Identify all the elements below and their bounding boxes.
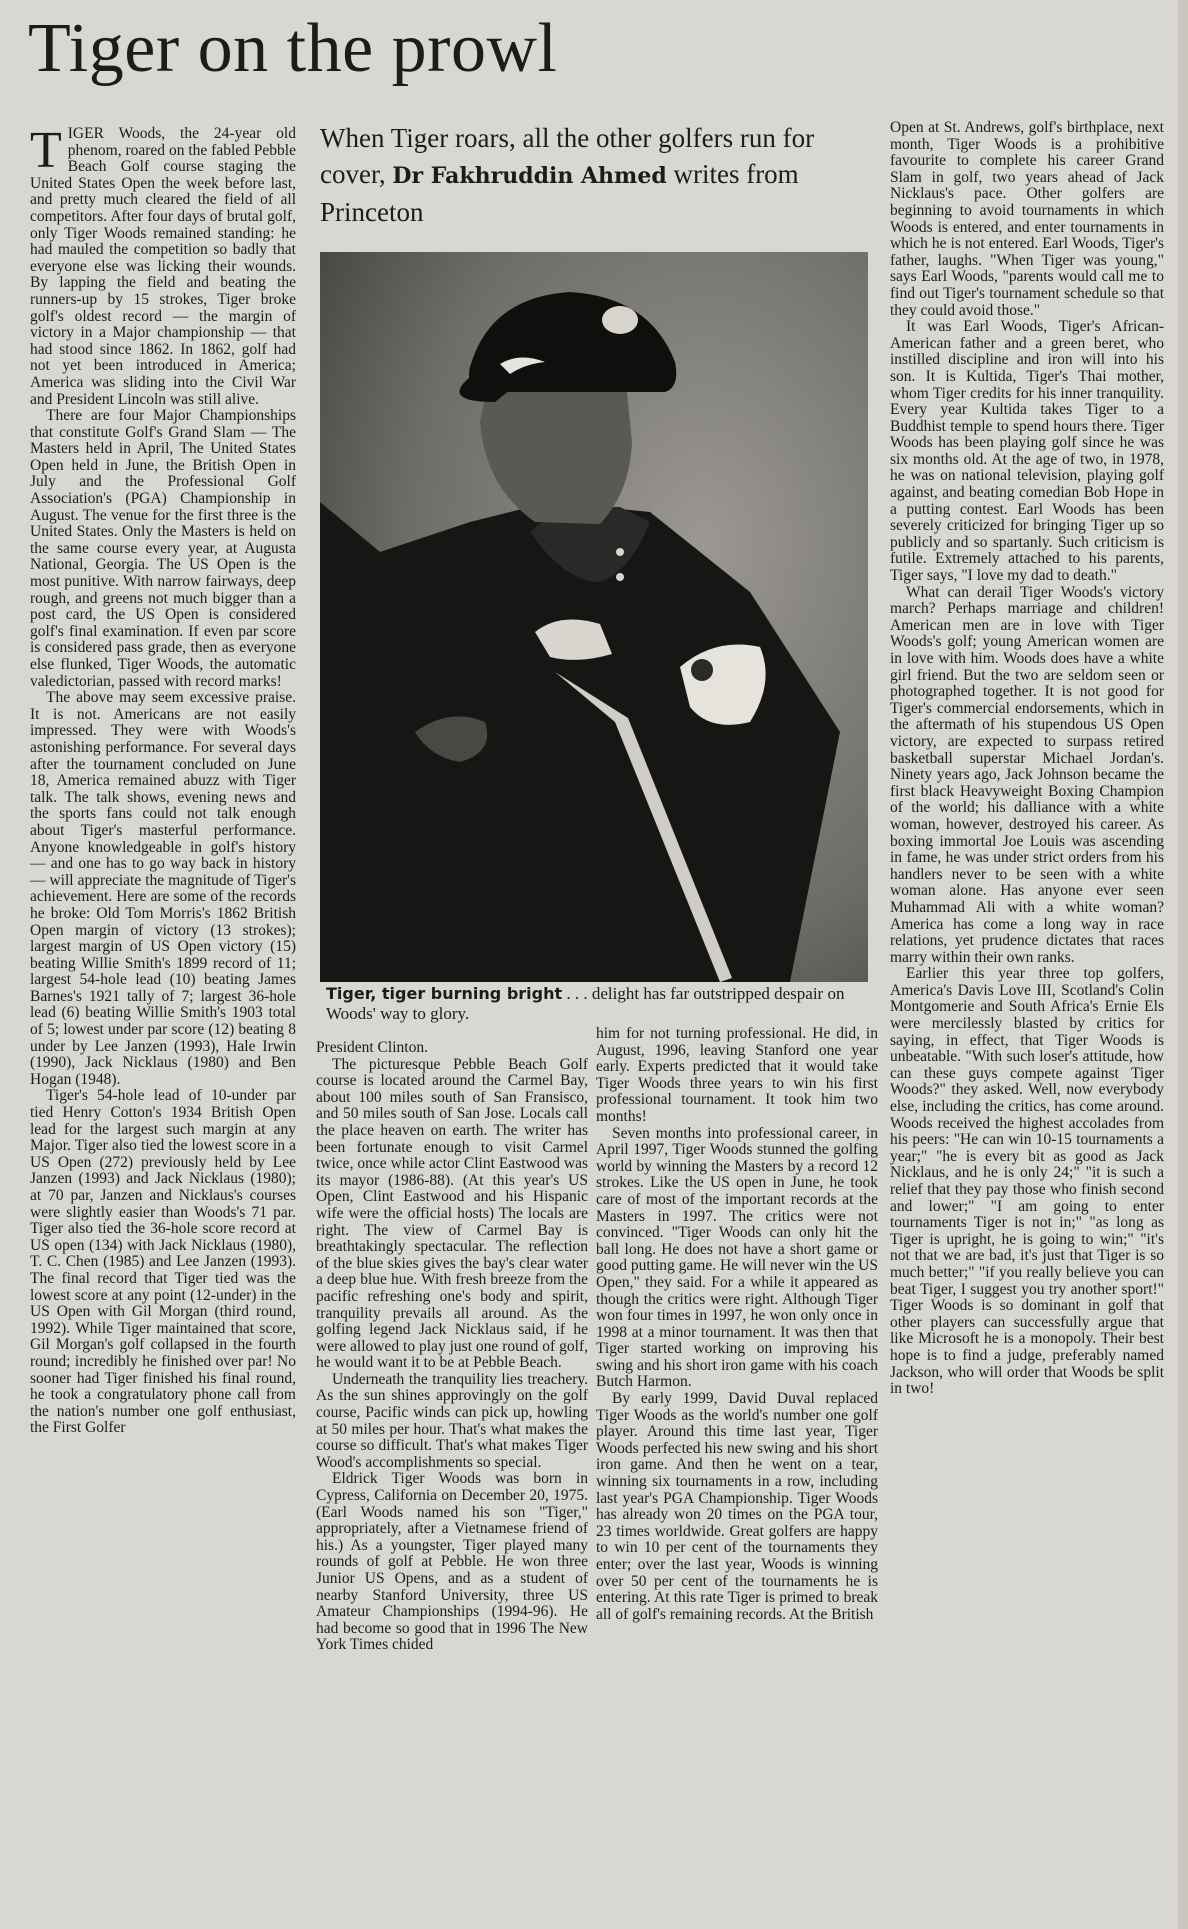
paragraph: The above may seem excessive praise. It is not. Americans are not easily impressed. They were with Woods's astonishing performance. For several days after the tournament concluded on June 18, America remained abuzz with Tiger talk. The talk shows, evening news and the sports fans could not talk enough about Tiger's masterful performance. Anyone knowledgeable in golf's history — and one has to go way back in history — will appreciate the magnitude of Tiger's achievement. Here are some of the records he broke: Old Tom Morris's 1862 British Open margin of victory (13 strokes); largest margin of US Open victory (15) beating Willie Smith's 1899 record of 11; largest 54-hole lead (10) beating James Barnes's 1921 tally of 7; largest 36-hole lead (6) beating Willie Smith's 1903 total of 5; lowest under par score (12) beating 8 under by Lee Janzen (1993), Hale Irwin (1990), Jack Nicklaus (1980) and Ben Hogan (1948). [30,689,296,1088]
paragraph: Seven months into professional career, in April 1997, Tiger Woods stunned the golfing world by winning the Masters by a record 12 strokes. Like the US open in June, he took care of most of the important records at the Masters in 1997. The critics were not convinced. "Tiger Woods can only hit the ball long. He does not have a short game or good putting game. He will never win the US Open," they said. For a while it appeared as though the critics were right. Although Tiger won four times in 1997, he won only once in 1998 at a minor tournament. It was then that Tiger started working on improving his swing and his short iron game with his coach Butch Harmon. [596,1124,878,1391]
paragraph: him for not turning professional. He did, in August, 1996, leaving Stanford one year early. Experts predicted that it would take Tiger Woods three years to win his first professional tournament. It took him two months! [596,1026,878,1125]
paragraph: It was Earl Woods, Tiger's African-American father and a green beret, who instilled discipline and iron will into his son. It is Kultida, Tiger's Thai mother, whom Tiger credits for his inner tranquility. Every year Kultida takes Tiger to a Buddhist temple to spend hours there. Tiger Woods has been playing golf since he was six months old. At the age of two, in 1978, he was on national television, playing golf against, and beating comedian Bob Hope in a putting contest. Earl Woods has been severely criticized for bringing Tiger up so publicly and so spartanly. Such criticism is futile. Extremely attached to his parents, Tiger says, "I love my dad to death." [890,318,1164,585]
deck-location: writes from Princeton [320,159,799,227]
headline: Tiger on the prowl [28,10,558,87]
article-column-1 [30,126,296,1926]
golfer-image [320,252,868,982]
paragraph: Open at St. Andrews, golf's birthplace, next month, Tiger Woods is a prohibitive favourite to complete his career Grand Slam in golf, two years ahead of Jack Nicklaus's pace. Other golfers are beginning to avoid tournaments in which Woods is entered, and enter tournaments in which he is not entered. Earl Woods, Tiger's father, laughs. "When Tiger was young," says Earl Woods, "parents would call me to find out Tiger's tournament schedule so that they could avoid those." [890,120,1164,319]
paragraph: There are four Major Championships that constitute Golf's Grand Slam — The Masters held in April, The United States Open held in June, the British Open in July and the Professional Golf Association's (PGA) Championship in August. The venue for the first three is the United States. Only the Masters is held on the same course every year, at Augusta National, Georgia. The US Open is the most punitive. With narrow fairways, deep rough, and greens not much bigger than a post card, the US Open is considered golf's final examination. If even par score is considered pass grade, then as everyone else flunked, Tiger Woods, the automatic valedictorian, passed with record marks! [30,407,296,690]
paragraph: TIGER Woods, the 24-year old phenom, roared on the fabled Pebble Beach Golf course staging the United States Open the week before last, and pretty much cleared the field of all competitors. After four days of brutal golf, only Tiger Woods remained standing: he had mauled the competition so badly that everyone else was licking their wounds. By lapping the field and beating the runners-up by 15 strokes, Tiger broke golf's oldest record — the margin of victory in a Major championship — that had stood since 1862. In 1862, golf had not yet been introduced in America; America was sliding into the Civil War and President Lincoln was still alive. [30,126,296,408]
deck [320,120,868,230]
paragraph: President Clinton. [316,1040,428,1056]
paragraph: Tiger's 54-hole lead of 10-under par tied Henry Cotton's 1934 British Open lead for the largest such margin at any Major. Tiger also tied the lowest score in a US Open (272) previously held by Lee Janzen (1993) and Jack Nicklaus (1980); at 70 par, Janzen and Nicklaus's courses were slightly easier than Woods's 71 par. Tiger also tied the 36-hole score record at US open (134) with Jack Nicklaus (1980), T. C. Chen (1985) and Lee Janzen (1993). The final record that Tiger tied was the lowest score at any point (12-under) in the US Open with Gil Morgan (third round, 1992). While Tiger maintained that score, Gil Morgan's golf collapsed in the fourth round; incredibly he finished over par! No sooner had Tiger finished his final round, he took a congratulatory phone call from the nation's number one golf enthusiast, the First Golfer [30,1087,296,1437]
photo-caption [326,984,866,1024]
article-column-4 [890,120,1164,1926]
paragraph: By early 1999, David Duval replaced Tiger Woods as the world's number one golf player. Around this time last year, Tiger Woods perfected his new swing and his short iron game. And then he went on a tear, winning six tournaments in a row, including last year's PGA Championship. Tiger Woods has already won 20 times on the PGA tour, 23 times worldwide. Great golfers are happy to win 10 per cent of the tournaments they enter; over the last year, Woods is winning over 50 per cent of the tournaments he is entering. At this rate Tiger is primed to break all of golf's remaining records. At the British [596,1390,878,1623]
caption-lead: Tiger, tiger burning bright [326,984,563,1003]
article-column-3 [596,1026,878,1926]
drop-cap: T [30,126,62,179]
deck-intro: When Tiger roars, all the other golfers run for cover, [320,123,815,189]
deck-author: Dr Fakhruddin Ahmed [392,163,667,189]
paragraph: The picturesque Pebble Beach Golf course is located around the Carmel Bay, about 100 miles south of San Fransisco, and 50 miles south of San Jose. Locals call the place heaven on earth. The writer has been fortunate enough to visit Carmel twice, once while actor Clint Eastwood was its mayor (1986-88). (At this year's US Open, Clint Eastwood and his Hispanic wife were the official hosts) The locals are right. The view of Carmel Bay is breathtakingly spectacular. The reflection of the blue skies gives the bay's clear water a deep blue hue. With fresh breeze from the pacific refreshing one's body and spirit, tranquility prevails all around. As the golfing legend Jack Nicklaus said, if he were allowed to play just one round of golf, he would want it to be at Pebble Beach. [316,1055,588,1372]
tiger-woods-photo [320,252,868,982]
caption-text: . . . delight has far outstripped despair on Woods' way to glory. [326,984,845,1023]
adjacent-article-strip [1178,0,1188,1929]
paragraph: Earlier this year three top golfers, America's Davis Love III, Scotland's Colin Montgomerie and South Africa's Ernie Els were mercilessly blasted by critics for saying, in effect, that Tiger Woods is unbeatable. "With such loser's attitude, how can these guys compete against Tiger Woods?" they asked. Well, now everybody else, including the critics, has come around. Woods received the highest accolades from his peers: "He can win 10-15 tournaments a year;" "he is every bit as good as Jack Nicklaus, and he is only 24;" "it is such a relief that they pay those who finish second and lower;" "I am going to enter tournaments Tiger is not in;" "as long as Tiger is upright, he is going to win;" "it's not that we are bad, it's just that Tiger is so much better;" "if you really believe you can beat Tiger, I suggest you try another sport!" Tiger Woods is so dominant in golf that other players can successfully argue that like Microsoft he is a monopoly. Their best hope is to find a judge, preferably named Jackson, who will order that Woods be split in two! [890,965,1164,1398]
paragraph: What can derail Tiger Woods's victory march? Perhaps marriage and children! American men are in love with Tiger Woods's golf; young American women are in love with him. Woods does have a white girl friend. But the two are seldom seen or photographed together. It is not good for Tiger's commercial endorsements, which in the aftermath of his stupendous US Open victory, are expected to surpass retired basketball superstar Michael Jordan's. Ninety years ago, Jack Johnson became the first black Heavyweight Boxing Champion of the world; his dalliance with a white woman, however, destroyed his career. As boxing immortal Joe Louis was ascending in fame, he was under strict orders from his handlers never to be seen with a white woman alone. Has anyone ever seen Muhammad Ali with a white woman? America has come a long way in race relations, yet prudence dictates that races marry within their own ranks. [890,583,1164,966]
paragraph: Underneath the tranquility lies treachery. As the sun shines approvingly on the golf course, Pacific winds can pick up, howling at 50 miles per hour. That's what makes the course so difficult. That's what makes Tiger Wood's accomplishments so special. [316,1370,588,1471]
paragraph: Eldrick Tiger Woods was born in Cypress, California on December 20, 1975. (Earl Woods named his son "Tiger," appropriately, after a Vietnamese friend of his.) As a youngster, Tiger played many rounds of golf at Pebble. He won three Junior US Opens, and as a student of nearby Stanford University, three US Amateur Championships (1994-96). He had become so good that in 1996 The New York Times chided [316,1470,588,1654]
article-column-2 [316,1040,588,1926]
